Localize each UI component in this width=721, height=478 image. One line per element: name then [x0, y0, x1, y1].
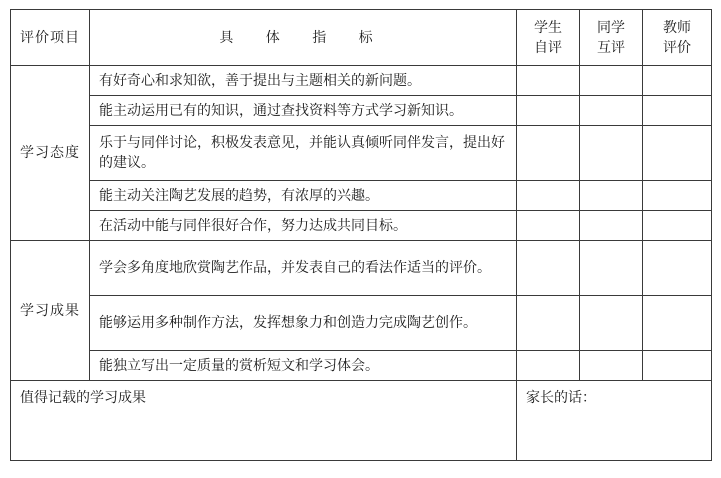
table-row — [11, 96, 712, 126]
indicator-cell: 学会多角度地欣赏陶艺作品，并发表自己的看法作适当的评价。 — [90, 241, 517, 296]
table-row — [11, 211, 712, 241]
teacher-score-cell[interactable] — [643, 241, 712, 296]
indicator-cell: 能主动关注陶艺发展的趋势，有浓厚的兴趣。 — [90, 181, 517, 211]
self-score-cell[interactable] — [517, 126, 580, 181]
evaluation-table — [10, 9, 712, 461]
table-row — [11, 66, 712, 96]
self-score-cell[interactable] — [517, 296, 580, 351]
header-item: 评价项目 — [11, 10, 90, 66]
self-score-cell[interactable] — [517, 66, 580, 96]
table-row — [11, 126, 712, 181]
header-teacher-line2: 评价 — [663, 39, 691, 56]
teacher-score-cell[interactable] — [643, 211, 712, 241]
header-row — [11, 10, 712, 66]
indicator-cell: 能够运用多种制作方法，发挥想象力和创造力完成陶艺创作。 — [90, 296, 517, 351]
table-row — [11, 241, 712, 296]
parent-comment-cell[interactable] — [517, 381, 712, 461]
category-attitude: 学习态度 — [11, 66, 90, 241]
teacher-score-cell[interactable] — [643, 181, 712, 211]
peer-score-cell[interactable] — [580, 96, 643, 126]
self-score-cell[interactable] — [517, 96, 580, 126]
table-row — [11, 181, 712, 211]
header-teacher-line1: 教师 — [663, 19, 691, 36]
header-teacher-eval — [643, 10, 712, 66]
indicator-cell: 乐于与同伴讨论，积极发表意见，并能认真倾听同伴发言，提出好的建议。 — [90, 126, 517, 181]
self-score-cell[interactable] — [517, 211, 580, 241]
peer-score-cell[interactable] — [580, 181, 643, 211]
record-cell[interactable] — [11, 381, 517, 461]
peer-score-cell[interactable] — [580, 296, 643, 351]
header-peer-eval — [580, 10, 643, 66]
table-row — [11, 351, 712, 381]
indicator-cell: 能主动运用已有的知识，通过查找资料等方式学习新知识。 — [90, 96, 517, 126]
peer-score-cell[interactable] — [580, 351, 643, 381]
category-outcome: 学习成果 — [11, 241, 90, 381]
teacher-score-cell[interactable] — [643, 66, 712, 96]
peer-score-cell[interactable] — [580, 66, 643, 96]
teacher-score-cell[interactable] — [643, 296, 712, 351]
header-indicator: 具 体 指 标 — [90, 10, 517, 66]
indicator-cell: 在活动中能与同伴很好合作，努力达成共同目标。 — [90, 211, 517, 241]
header-self-line2: 自评 — [534, 39, 562, 56]
header-self-eval — [517, 10, 580, 66]
teacher-score-cell[interactable] — [643, 126, 712, 181]
indicator-cell: 有好奇心和求知欲，善于提出与主题相关的新问题。 — [90, 66, 517, 96]
record-label: 值得记载的学习成果 — [20, 390, 146, 406]
parent-comment-label: 家长的话： — [526, 390, 596, 406]
footer-row — [11, 381, 712, 461]
evaluation-sheet — [10, 9, 711, 467]
table-row — [11, 296, 712, 351]
indicator-cell: 能独立写出一定质量的赏析短文和学习体会。 — [90, 351, 517, 381]
peer-score-cell[interactable] — [580, 211, 643, 241]
peer-score-cell[interactable] — [580, 126, 643, 181]
header-self-line1: 学生 — [534, 19, 562, 36]
peer-score-cell[interactable] — [580, 241, 643, 296]
header-peer-line1: 同学 — [597, 19, 625, 36]
self-score-cell[interactable] — [517, 351, 580, 381]
self-score-cell[interactable] — [517, 181, 580, 211]
header-peer-line2: 互评 — [597, 39, 625, 56]
teacher-score-cell[interactable] — [643, 351, 712, 381]
teacher-score-cell[interactable] — [643, 96, 712, 126]
self-score-cell[interactable] — [517, 241, 580, 296]
